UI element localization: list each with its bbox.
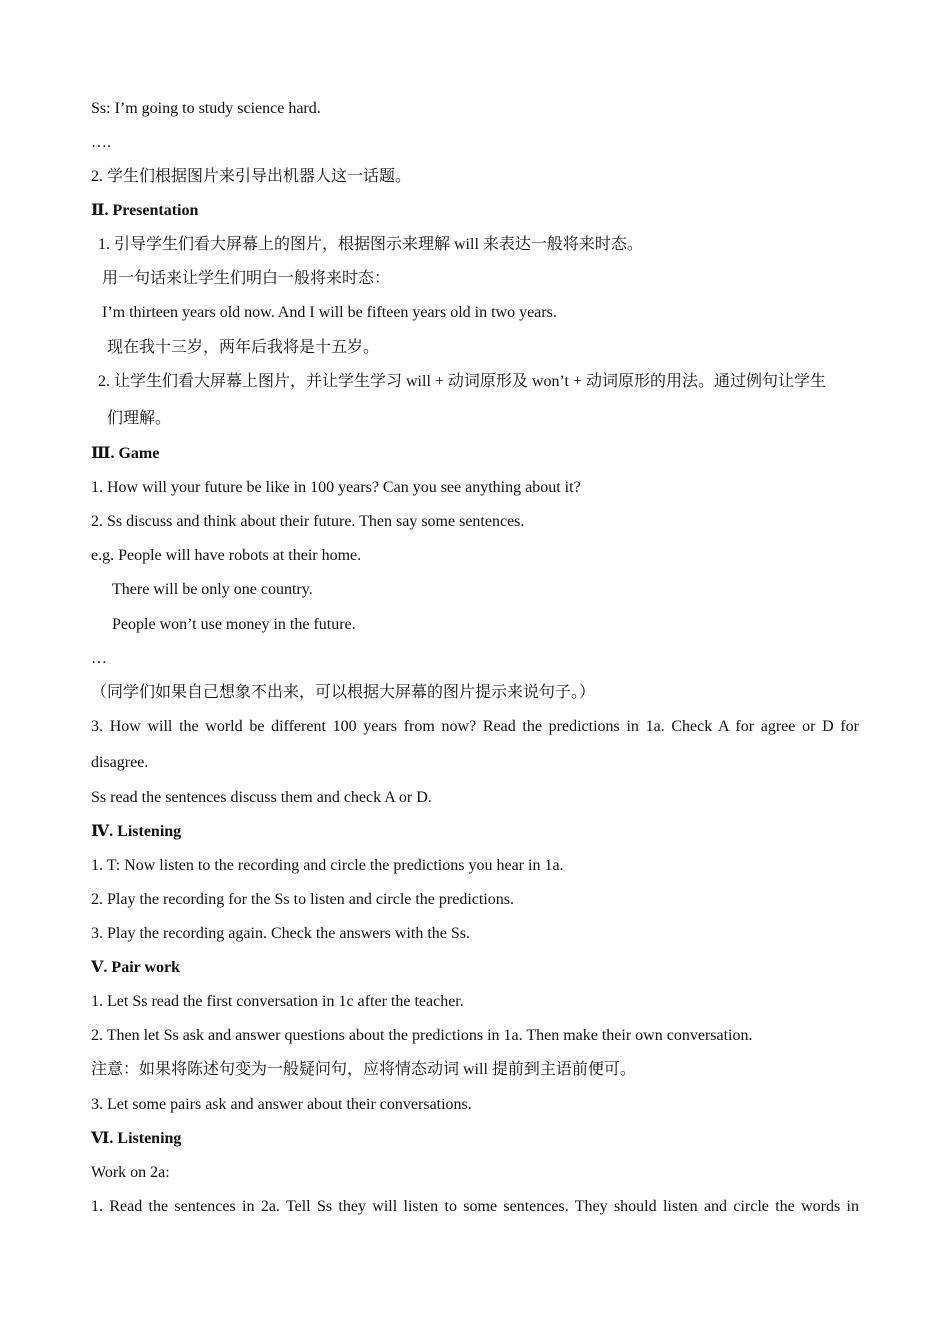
text-line: 3. Let some pairs ask and answer about their conversations. — [91, 1096, 472, 1113]
text-line: Ss: I’m going to study science hard. — [91, 100, 321, 117]
section-heading-pair-work: Ⅴ. Pair work — [91, 959, 180, 976]
section-heading-listening-2: Ⅵ. Listening — [91, 1130, 182, 1147]
text-line: 注意：如果将陈述句变为一般疑问句，应将情态动词 will 提前到主语前便可。 — [91, 1061, 636, 1078]
text-line: 1. How will your future be like in 100 years? Can you see anything about it? — [91, 479, 581, 496]
section-heading-presentation: Ⅱ. Presentation — [91, 202, 199, 219]
text-line: …. — [91, 134, 111, 151]
text-line: … — [91, 650, 107, 667]
text-line: 1. Read the sentences in 2a. Tell Ss they will listen to some sentences. They should listen and circle the words in — [91, 1198, 859, 1215]
text-line: Work on 2a: — [91, 1164, 170, 1181]
text-line: 们理解。 — [107, 410, 172, 427]
section-heading-listening: Ⅳ. Listening — [91, 823, 182, 840]
text-line: 现在我十三岁，两年后我将是十五岁。 — [107, 339, 380, 356]
text-line: People won’t use money in the future. — [112, 616, 356, 633]
text-line: disagree. — [91, 754, 149, 771]
text-line: 用一句话来让学生们明白一般将来时态： — [102, 270, 391, 287]
text-line: （同学们如果自己想象不出来，可以根据大屏幕的图片提示来说句子。） — [91, 684, 596, 701]
text-line: I’m thirteen years old now. And I will be fifteen years old in two years. — [102, 304, 557, 321]
text-line: Ss read the sentences discuss them and check A or D. — [91, 789, 432, 806]
text-line: There will be only one country. — [112, 581, 313, 598]
text-line: 2. 学生们根据图片来引导出机器人这一话题。 — [91, 168, 412, 185]
text-line: 1. Let Ss read the first conversation in 1c after the teacher. — [91, 993, 464, 1010]
text-line: 3. How will the world be different 100 years from now? Read the predictions in 1a. Check A for agree or D for — [91, 718, 859, 735]
text-line: 1. T: Now listen to the recording and circle the predictions you hear in 1a. — [91, 857, 564, 874]
section-heading-game: Ⅲ. Game — [91, 445, 160, 462]
text-line: 2. Ss discuss and think about their future. Then say some sentences. — [91, 513, 525, 530]
text-line: 2. Play the recording for the Ss to listen and circle the predictions. — [91, 891, 514, 908]
text-line: 2. 让学生们看大屏幕上图片，并让学生学习 will + 动词原形及 won’t + 动词原形的用法。通过例句让学生 — [98, 373, 826, 390]
text-line: 3. Play the recording again. Check the answers with the Ss. — [91, 925, 471, 942]
text-line: e.g. People will have robots at their home. — [91, 547, 362, 564]
text-line: 1. 引导学生们看大屏幕上的图片，根据图示来理解 will 来表达一般将来时态。 — [98, 236, 643, 253]
text-line: 2. Then let Ss ask and answer questions about the predictions in 1a. Then make their own conversation. — [91, 1027, 753, 1044]
